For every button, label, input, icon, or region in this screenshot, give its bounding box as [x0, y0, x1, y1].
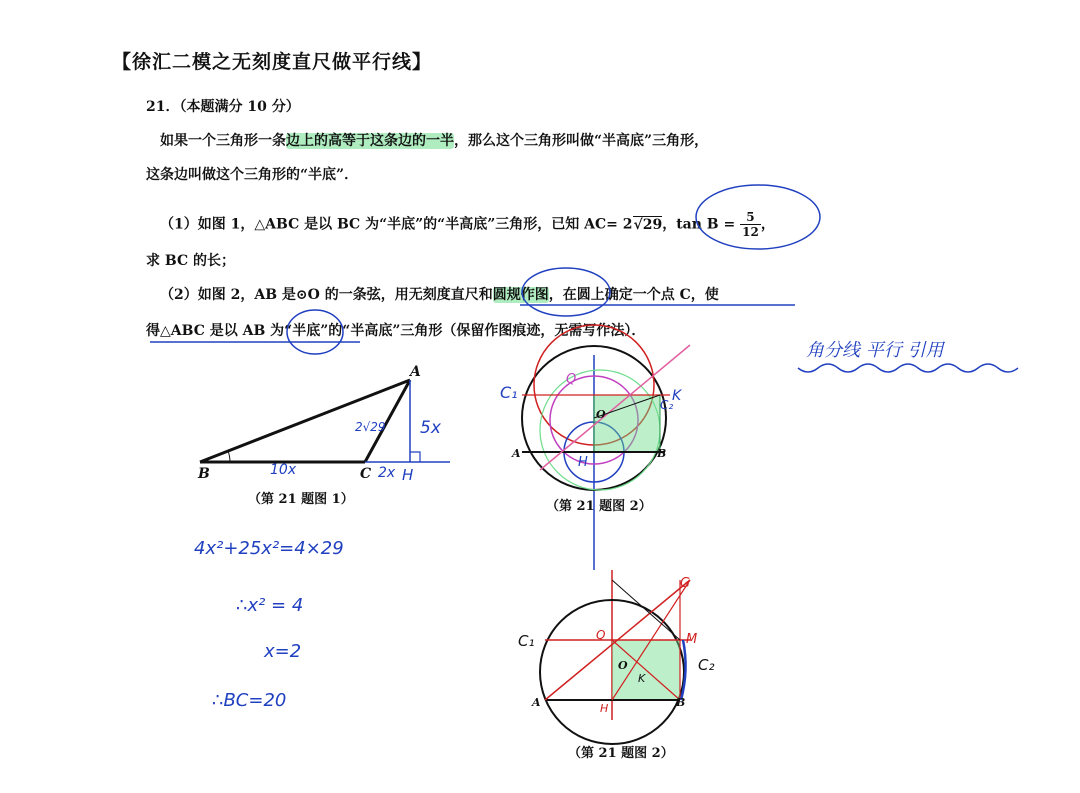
label-2b-C2: C₂: [698, 656, 715, 674]
angle-B-mark: [228, 451, 230, 462]
caption-fig1: （第 21 题图 1）: [248, 492, 354, 507]
tan-fraction: $\frac{5}{12}$: [742, 210, 759, 239]
label-2a-B: B: [657, 447, 667, 460]
part1-tan: ，tan B =: [662, 216, 736, 233]
hw-eq-4: ∴BC=20: [212, 690, 287, 711]
label-AC: 2√29: [355, 420, 386, 434]
green-rect: [594, 395, 660, 452]
circle-mark-halfbase: [287, 310, 343, 354]
squiggle-underline: [798, 364, 1018, 372]
label-2b-M: M: [686, 632, 698, 647]
circle-mark-compass: [522, 268, 610, 316]
label-2b-G: G: [680, 576, 691, 591]
label-2b-A: A: [532, 696, 541, 709]
caption-fig2b: （第 21 题图 2）: [568, 746, 674, 761]
label-2a-K: K: [672, 388, 682, 404]
caption-fig2a: （第 21 题图 2）: [546, 499, 652, 514]
hw-eq-2: ∴x² = 4: [236, 595, 304, 616]
label-2a-C2: C₂: [660, 398, 674, 412]
handwritten-note: 角分线 平行 引用: [806, 340, 944, 361]
label-2a-O: O: [596, 408, 606, 421]
problem-number: 21．（本题满分 10 分）: [146, 99, 300, 115]
part1-line: （1）如图 1，△ABC 是以 BC 为“半底”的“半高底”三角形，已知 AC= 2√29，tan B = $\frac{5}{12}$ ，: [160, 210, 775, 239]
label-2a-C1: C₁: [500, 383, 518, 402]
label-2a-A: A: [512, 447, 521, 460]
label-2b-B: B: [676, 696, 686, 709]
label-2b-O: O: [618, 659, 628, 672]
part1-pre: （1）如图 1，△ABC 是以 BC 为“半底”的“半高底”三角形，已知 AC= 2: [160, 216, 633, 233]
label-B: B: [198, 466, 210, 482]
problem-line-2: 这条边叫做这个三角形的“半底”．: [146, 167, 359, 183]
circle-mark-tan: [696, 185, 820, 249]
figure-2b: [540, 570, 690, 744]
right-angle-mark: [410, 452, 420, 462]
part2-line: （2）如图 2，AB 是⊙O 的一条弦，用无刻度直尺和圆规作图，在圆上确定一个点 C，使: [160, 287, 719, 303]
label-2b-Q: Q: [596, 628, 606, 642]
label-AH: 5x: [420, 418, 441, 438]
line1-pre: 如果一个三角形一条: [160, 133, 286, 149]
label-2b-K: K: [638, 672, 646, 685]
label-H: H: [402, 466, 414, 484]
label-2b-C1: C₁: [518, 632, 535, 650]
figure-1: [200, 380, 450, 462]
label-A: A: [410, 364, 421, 380]
label-2a-Q: Q: [566, 372, 577, 387]
part2-highlight: 圆规作图: [492, 287, 549, 303]
label-2b-H: H: [600, 702, 609, 715]
label-BC: 10x: [270, 462, 297, 478]
part1-line-2: 求 BC 的长；: [146, 253, 235, 269]
hw-eq-3: x=2: [264, 641, 302, 662]
part1-sqrt: √29: [633, 216, 663, 233]
hw-eq-1: 4x²+25x²=4×29: [194, 538, 344, 559]
part2-line-2: 得△ABC 是以 AB 为“半底”的“半高底”三角形（保留作图痕迹，无需写作法）．: [146, 323, 646, 339]
label-CH: 2x: [378, 465, 396, 481]
line1-highlight: 边上的高等于这条边的一半: [286, 133, 454, 149]
line1-post: ，那么这个三角形叫做“半高底”三角形，: [454, 133, 709, 149]
page-title: 【徐汇二模之无刻度直尺做平行线】: [112, 51, 433, 73]
label-2a-H: H: [578, 455, 588, 470]
label-C: C: [360, 466, 372, 482]
